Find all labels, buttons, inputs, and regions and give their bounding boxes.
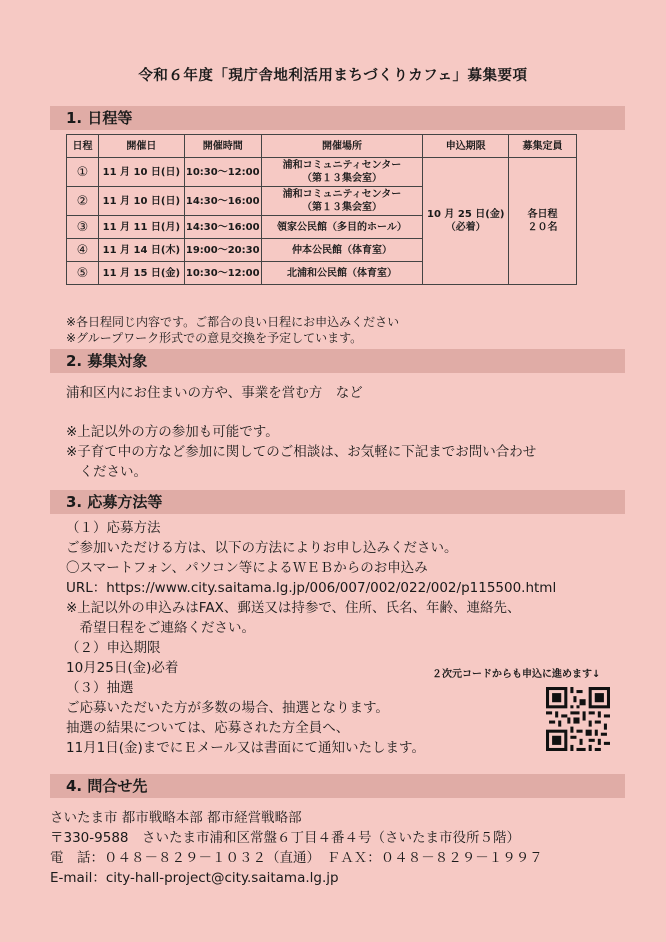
row-time: 10:30～12:00 — [184, 158, 261, 187]
apply-deadline: 10月25日(金)必着 — [66, 660, 179, 676]
apply-text: 抽選の結果については、応募された方全員へ、 — [66, 720, 350, 736]
deadline-cell — [423, 158, 509, 285]
row-number: ⑤ — [67, 262, 99, 285]
table-row — [67, 158, 577, 187]
venue-name: 浦和コミュニティセンター — [282, 189, 402, 200]
row-venue: 領家公民館（多目的ホール） — [261, 216, 423, 239]
schedule-note: ※グループワーク形式での意見交換を予定しています。 — [66, 331, 363, 345]
row-time: 14:30～16:00 — [184, 216, 261, 239]
apply-subheading: （２）申込期限 — [66, 640, 161, 656]
capacity-line1: 各日程 — [527, 209, 558, 220]
row-time: 19:00～20:30 — [184, 239, 261, 262]
row-venue: 北浦和公民館（体育室） — [261, 262, 423, 285]
apply-text: ※上記以外の申込みはFAX、郵送又は持参で、住所、氏名、年齢、連絡先、 — [66, 600, 521, 616]
schedule-note: ※各日程同じ内容です。ご都合の良い日程にお申込みください — [66, 315, 400, 329]
target-note: ください。 — [66, 464, 147, 480]
apply-subheading: （１）応募方法 — [66, 520, 161, 536]
qr-caption: ２次元コードからも申込に進めます↓ — [432, 669, 601, 680]
contact-phone: 電 話：０４８－８２９－１０３２（直通） ＦＡＸ：０４８－８２９－１９９７ — [50, 850, 543, 866]
row-date: 11 月 10 日(日) — [98, 187, 184, 216]
row-number: ① — [67, 158, 99, 187]
deadline-note: （必着） — [445, 222, 486, 233]
venue-room: （第１３集会室） — [301, 173, 382, 184]
row-time: 10:30～12:00 — [184, 262, 261, 285]
contact-email[interactable]: E-mail：city-hall-project@city.saitama.lg.jp — [50, 870, 339, 886]
column-header: 日程 — [67, 135, 99, 158]
section-heading-contact: 4. 問合せ先 — [50, 774, 625, 798]
document-title: 令和６年度「現庁舎地利活用まちづくりカフェ」募集要項 — [138, 68, 528, 84]
apply-text: 〇スマートフォン、パソコン等によるＷＥＢからのお申込み — [66, 560, 428, 576]
column-header: 申込期限 — [423, 135, 509, 158]
apply-subheading: （３）抽選 — [66, 680, 134, 696]
row-venue: 仲本公民館（体育室） — [261, 239, 423, 262]
deadline-date: 10 月 25 日(金) — [426, 209, 505, 220]
table-header-row — [67, 135, 577, 158]
row-date: 11 月 11 日(月) — [98, 216, 184, 239]
apply-text: ご参加いただける方は、以下の方法によりお申し込みください。 — [66, 540, 458, 556]
row-venue — [261, 158, 423, 187]
venue-room: （第１３集会室） — [301, 202, 382, 213]
apply-url[interactable]: URL：https://www.city.saitama.lg.jp/006/007/002/022/002/p115500.html — [66, 580, 557, 596]
row-date: 11 月 14 日(木) — [98, 239, 184, 262]
contact-org: さいたま市 都市戦略本部 都市経営戦略部 — [50, 810, 302, 826]
column-header: 開催日 — [98, 135, 184, 158]
column-header: 開催時間 — [184, 135, 261, 158]
apply-text: 希望日程をご連絡ください。 — [66, 620, 255, 636]
column-header: 開催場所 — [261, 135, 423, 158]
row-date: 11 月 15 日(金) — [98, 262, 184, 285]
schedule-table — [66, 134, 577, 285]
qr-code-icon[interactable] — [546, 687, 610, 751]
target-text: 浦和区内にお住まいの方や、事業を営む方 など — [66, 385, 363, 401]
capacity-cell — [509, 158, 577, 285]
row-time: 14:30～16:00 — [184, 187, 261, 216]
row-venue — [261, 187, 423, 216]
column-header: 募集定員 — [509, 135, 577, 158]
row-date: 11 月 10 日(日) — [98, 158, 184, 187]
row-number: ③ — [67, 216, 99, 239]
target-note: ※上記以外の方の参加も可能です。 — [66, 424, 279, 440]
contact-address: 〒330-9588 さいたま市浦和区常盤６丁目４番４号（さいたま市役所５階） — [50, 830, 520, 846]
apply-text: 11月1日(金)までにＥメール又は書面にて通知いたします。 — [66, 740, 425, 756]
venue-name: 浦和コミュニティセンター — [282, 160, 402, 171]
section-heading-schedule: 1. 日程等 — [50, 106, 625, 130]
capacity-line2: ２０名 — [527, 222, 558, 233]
row-number: ② — [67, 187, 99, 216]
row-number: ④ — [67, 239, 99, 262]
section-heading-apply: 3. 応募方法等 — [50, 490, 625, 514]
section-heading-target: 2. 募集対象 — [50, 349, 625, 373]
target-note: ※子育て中の方など参加に関してのご相談は、お気軽に下記までお問い合わせ — [66, 444, 537, 460]
apply-text: ご応募いただいた方が多数の場合、抽選となります。 — [66, 700, 389, 716]
